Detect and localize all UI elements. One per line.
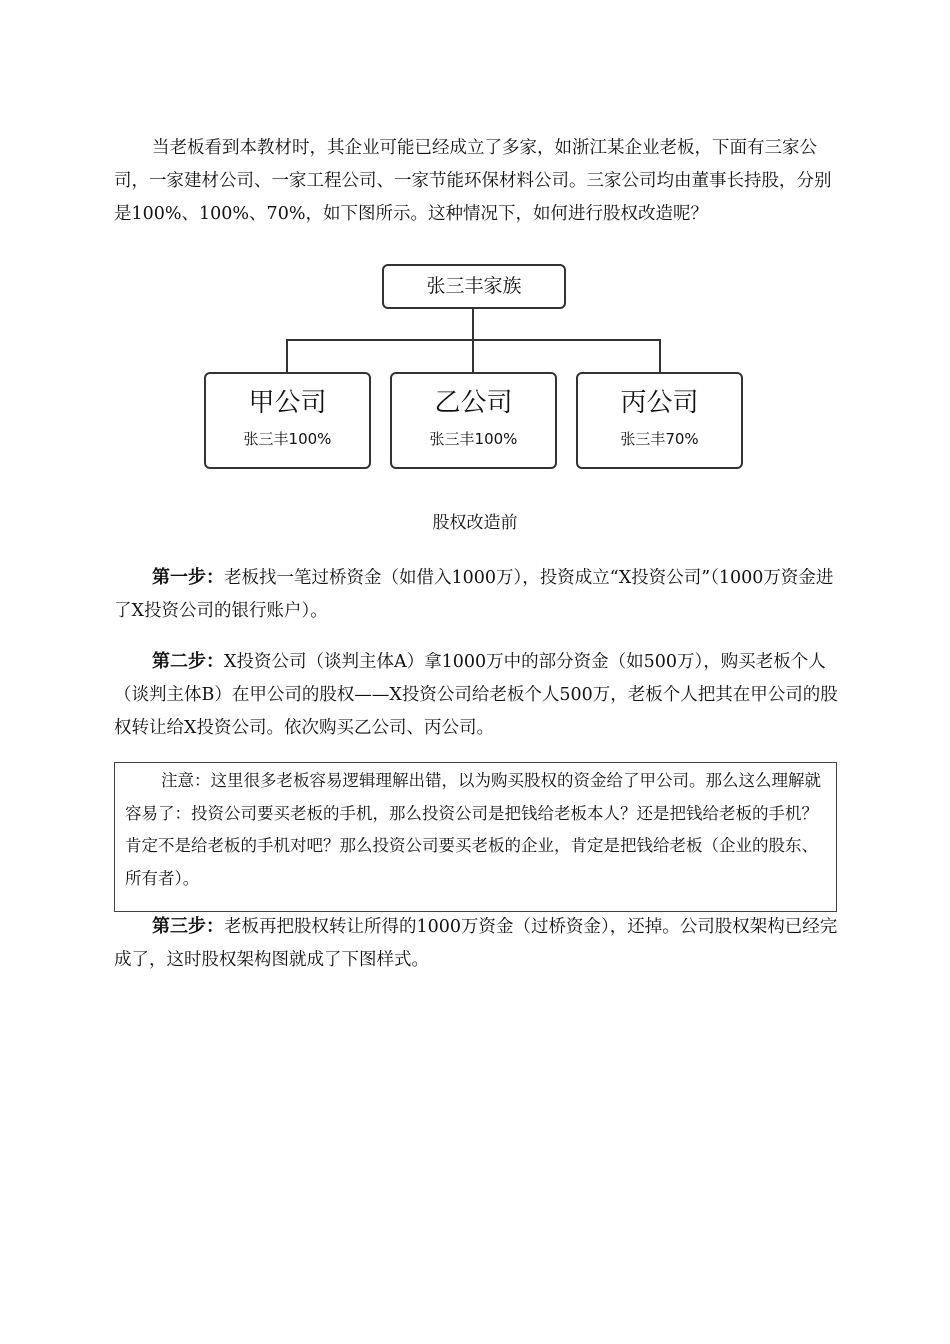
company-share: 张三丰100%	[429, 430, 518, 448]
diagram-caption: 股权改造前	[432, 513, 518, 533]
step2-text: X投资公司（谈判主体A）拿1000万中的部分资金（如500万），购买老板个人（谈判主体B）在甲公司的股权——X投资公司给老板个人500万，老板个人把其在甲公司的股权转让给X投资公司。依次购买乙公司、丙公司。	[114, 652, 838, 738]
company-share: 张三丰100%	[243, 430, 332, 448]
step1-paragraph	[114, 561, 838, 628]
step1-text: 老板找一笔过桥资金（如借入1000万），投资成立“X投资公司”（1000万资金进了X投资公司的银行账户）。	[114, 568, 834, 621]
company-box-bing	[576, 372, 743, 469]
step3-text: 老板再把股权转让所得的1000万资金（过桥资金），还掉。公司股权架构已经完成了，这时股权架构图就成了下图样式。	[114, 917, 838, 970]
step2-paragraph	[114, 645, 838, 745]
company-share: 张三丰70%	[620, 430, 699, 448]
connector-line	[472, 339, 474, 372]
note-text: 注意：这里很多老板容易逻辑理解出错，以为购买股权的资金给了甲公司。那么这么理解就容易了：投资公司要买老板的手机，那么投资公司是把钱给老板本人？还是把钱给老板的手机？肯定不是给老板的手机对吧？那么投资公司要买老板的企业，肯定是把钱给老板（企业的股东、所有者）。	[125, 771, 821, 888]
step3-label: 第三步：	[152, 916, 224, 937]
company-name: 丙公司	[620, 388, 699, 418]
connector-line	[659, 339, 661, 372]
parent-family-box: 张三丰家族	[382, 264, 566, 309]
company-name: 甲公司	[248, 388, 327, 418]
connector-line	[286, 339, 288, 372]
step2-label: 第二步：	[152, 651, 224, 672]
note-box	[114, 762, 837, 912]
step1-label: 第一步：	[152, 567, 224, 588]
company-name: 乙公司	[434, 388, 513, 418]
connector-line	[472, 309, 474, 341]
company-box-yi	[390, 372, 557, 469]
company-box-jia	[204, 372, 371, 469]
step3-paragraph	[114, 910, 838, 977]
intro-paragraph: 当老板看到本教材时，其企业可能已经成立了多家，如浙江某企业老板，下面有三家公司，一家建材公司、一家工程公司、一家节能环保材料公司。三家公司均由董事长持股，分别是100%、100%、70%，如下图所示。这种情况下，如何进行股权改造呢？	[114, 138, 832, 224]
